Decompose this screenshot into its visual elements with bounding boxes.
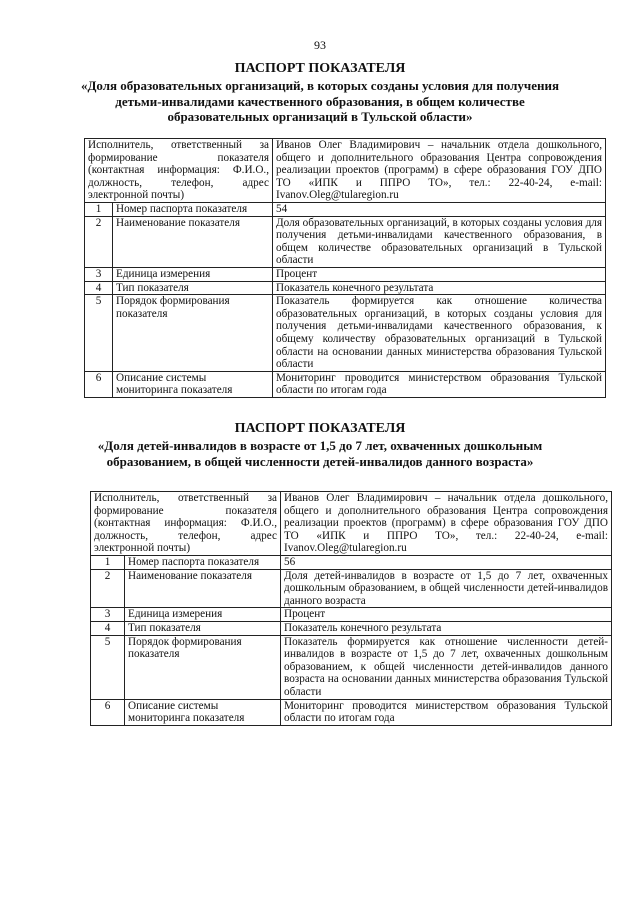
table-row: [85, 202, 606, 216]
table-row: [85, 267, 606, 281]
row-value: Мониторинг проводится министерством образования Тульской области по итогам года: [281, 699, 612, 725]
table-row: [85, 371, 606, 397]
table-row: [85, 216, 606, 267]
passport-title: ПАСПОРТ ПОКАЗАТЕЛЯ: [234, 61, 406, 76]
row-number: 6: [85, 371, 113, 397]
row-label: Единица измерения: [125, 608, 281, 622]
table-row: [91, 555, 612, 569]
passport-1-table: [84, 138, 606, 398]
row-number: 6: [91, 699, 125, 725]
row-value: Показатель конечного результата: [273, 281, 606, 295]
row-value: Мониторинг проводится министерством образования Тульской области по итогам года: [273, 371, 606, 397]
row-number: 2: [91, 569, 125, 608]
passport-subtitle: «Доля детей-инвалидов в возрасте от 1,5 до 7 лет, охваченных дошкольным образованием, в общей численности детей-инвалидов данного возраста»: [97, 438, 543, 469]
row-value: Процент: [273, 267, 606, 281]
row-number: 4: [85, 281, 113, 295]
row-number: 3: [91, 608, 125, 622]
row-value: Показатель формируется как отношение численности детей-инвалидов в возрасте от 1,5 до 7 лет, охваченных дошкольным образованием, к общей численности детей-инвалидов данного возраста на основании данных министерства образования Тульской области: [281, 635, 612, 699]
row-number: 5: [91, 635, 125, 699]
row-label: Описание системы мониторинга показателя: [125, 699, 281, 725]
row-value: 54: [273, 202, 606, 216]
table-row: [91, 635, 612, 699]
row-label: Наименование показателя: [125, 569, 281, 608]
table-row: [85, 295, 606, 372]
row-label: Номер паспорта показателя: [125, 555, 281, 569]
row-value: Показатель формируется как отношение количества образовательных организаций, в которых созданы условия для получения детьми-инвалидами качественного образования, к общему количеству образовательных организаций в Тульской области на основании данных министерства образования Тульской области: [273, 295, 606, 372]
row-number: 5: [85, 295, 113, 372]
executor-label: Исполнитель, ответственный за формирование показателя (контактная информация: Ф.И.О., должность, телефон, адрес электронной почты): [91, 492, 281, 556]
passport-1-header: [0, 60, 640, 125]
row-number: 1: [91, 555, 125, 569]
executor-value: Иванов Олег Владимирович – начальник отдела дошкольного, общего и дополнительного образования Центра сопровождения реализации проектов (программ) в сфере образования ГОУ ДПО ТО «ИПК и ППРО ТО», тел.: 22-40-24, e-mail: Ivanov.Oleg@tularegion.ru: [273, 139, 606, 203]
executor-row: [91, 492, 612, 556]
row-value: Процент: [281, 608, 612, 622]
passport-2-table: [90, 491, 612, 726]
table-row: [85, 281, 606, 295]
page-number: 93: [314, 38, 326, 52]
row-number: 4: [91, 621, 125, 635]
passport-title: ПАСПОРТ ПОКАЗАТЕЛЯ: [234, 421, 406, 436]
row-value: Доля образовательных организаций, в которых созданы условия для получения детьми-инвалидами качественного образования, в общем количестве образовательных организаций в Тульской области: [273, 216, 606, 267]
table-row: [91, 608, 612, 622]
passport-subtitle: «Доля образовательных организаций, в которых созданы условия для получения детьми-инвалидами качественного образования, в общем количестве образовательных организаций в Тульской области»: [80, 78, 560, 124]
passport-2-header: [0, 420, 640, 469]
row-label: Наименование показателя: [113, 216, 273, 267]
row-label: Порядок формирования показателя: [113, 295, 273, 372]
row-label: Описание системы мониторинга показателя: [113, 371, 273, 397]
executor-row: [85, 139, 606, 203]
executor-value: Иванов Олег Владимирович – начальник отдела дошкольного, общего и дополнительного образования Центра сопровождения реализации проектов (программ) в сфере образования ГОУ ДПО ТО «ИПК и ППРО ТО», тел.: 22-40-24, e-mail: Ivanov.Oleg@tularegion.ru: [281, 492, 612, 556]
row-value: 56: [281, 555, 612, 569]
row-number: 2: [85, 216, 113, 267]
row-label: Тип показателя: [113, 281, 273, 295]
table-row: [91, 699, 612, 725]
table-row: [91, 569, 612, 608]
row-number: 1: [85, 202, 113, 216]
row-value: Доля детей-инвалидов в возрасте от 1,5 до 7 лет, охваченных дошкольным образованием, в общей численности детей-инвалидов данного возраста: [281, 569, 612, 608]
table-row: [91, 621, 612, 635]
row-number: 3: [85, 267, 113, 281]
row-label: Тип показателя: [125, 621, 281, 635]
row-value: Показатель конечного результата: [281, 621, 612, 635]
row-label: Номер паспорта показателя: [113, 202, 273, 216]
executor-label: Исполнитель, ответственный за формирование показателя (контактная информация: Ф.И.О., должность, телефон, адрес электронной почты): [85, 139, 273, 203]
row-label: Порядок формирования показателя: [125, 635, 281, 699]
row-label: Единица измерения: [113, 267, 273, 281]
